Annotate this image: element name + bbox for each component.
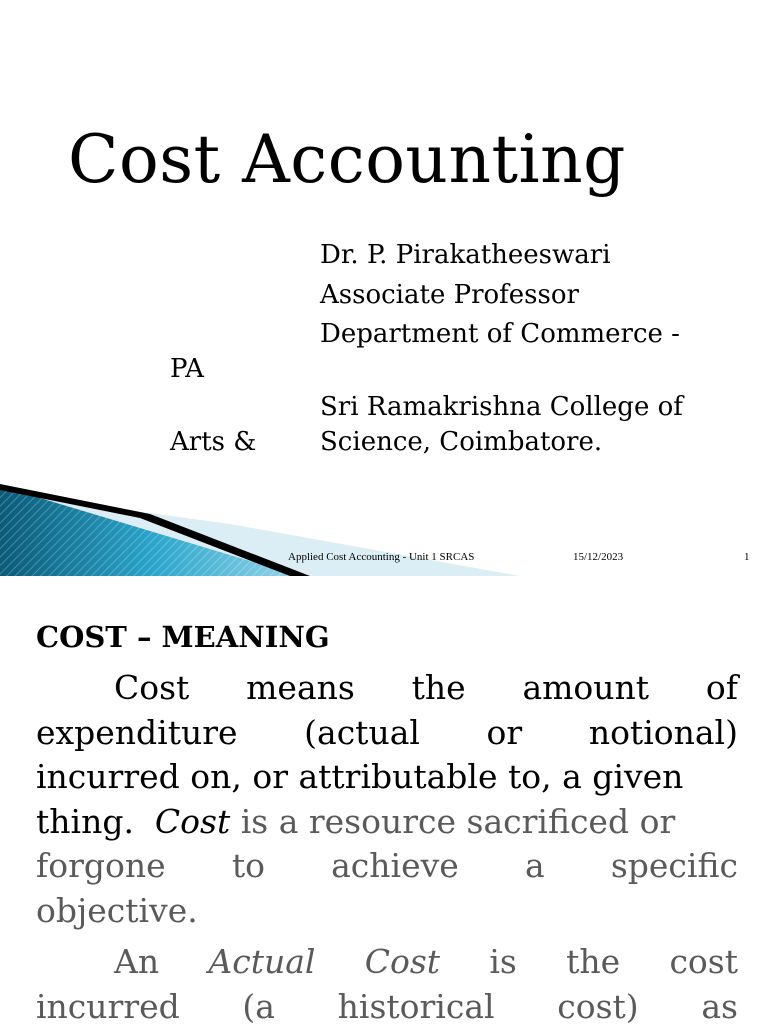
footer-course: Applied Cost Accounting - Unit 1 SRCAS bbox=[288, 551, 475, 563]
footer-date: 15/12/2023 bbox=[573, 551, 624, 563]
content-slide bbox=[0, 576, 768, 1024]
actual-cost-paragraph bbox=[36, 940, 738, 1024]
text-line: Cost means the amount of bbox=[114, 668, 738, 707]
author-position: Associate Professor bbox=[320, 280, 579, 310]
text-line: forgone to achieve a specific bbox=[36, 846, 738, 885]
author-college-left: Arts & bbox=[170, 427, 257, 457]
footer-page-number: 1 bbox=[744, 551, 750, 563]
text-line: expenditure (actual or notional) bbox=[36, 712, 738, 752]
author-college: Sri Ramakrishna College of bbox=[320, 392, 683, 422]
text-line: thing. Cost is a resource sacrificed or bbox=[36, 801, 676, 841]
text-line: objective. bbox=[36, 890, 198, 930]
text-line: incurred (a historical cost) as bbox=[36, 986, 738, 1024]
text-line: An Actual Cost is the cost bbox=[114, 942, 738, 981]
author-name: Dr. P. Pirakatheeswari bbox=[320, 240, 611, 270]
definition-paragraph bbox=[36, 666, 738, 933]
slide-heading: COST – MEANING bbox=[36, 620, 330, 654]
author-college-cont: Science, Coimbatore. bbox=[320, 427, 603, 457]
text-line: incurred on, or attributable to, a given bbox=[36, 757, 684, 796]
slide-title: Cost Accounting bbox=[68, 121, 626, 198]
author-department: Department of Commerce - bbox=[320, 319, 680, 349]
author-department-cont: PA bbox=[170, 354, 204, 384]
